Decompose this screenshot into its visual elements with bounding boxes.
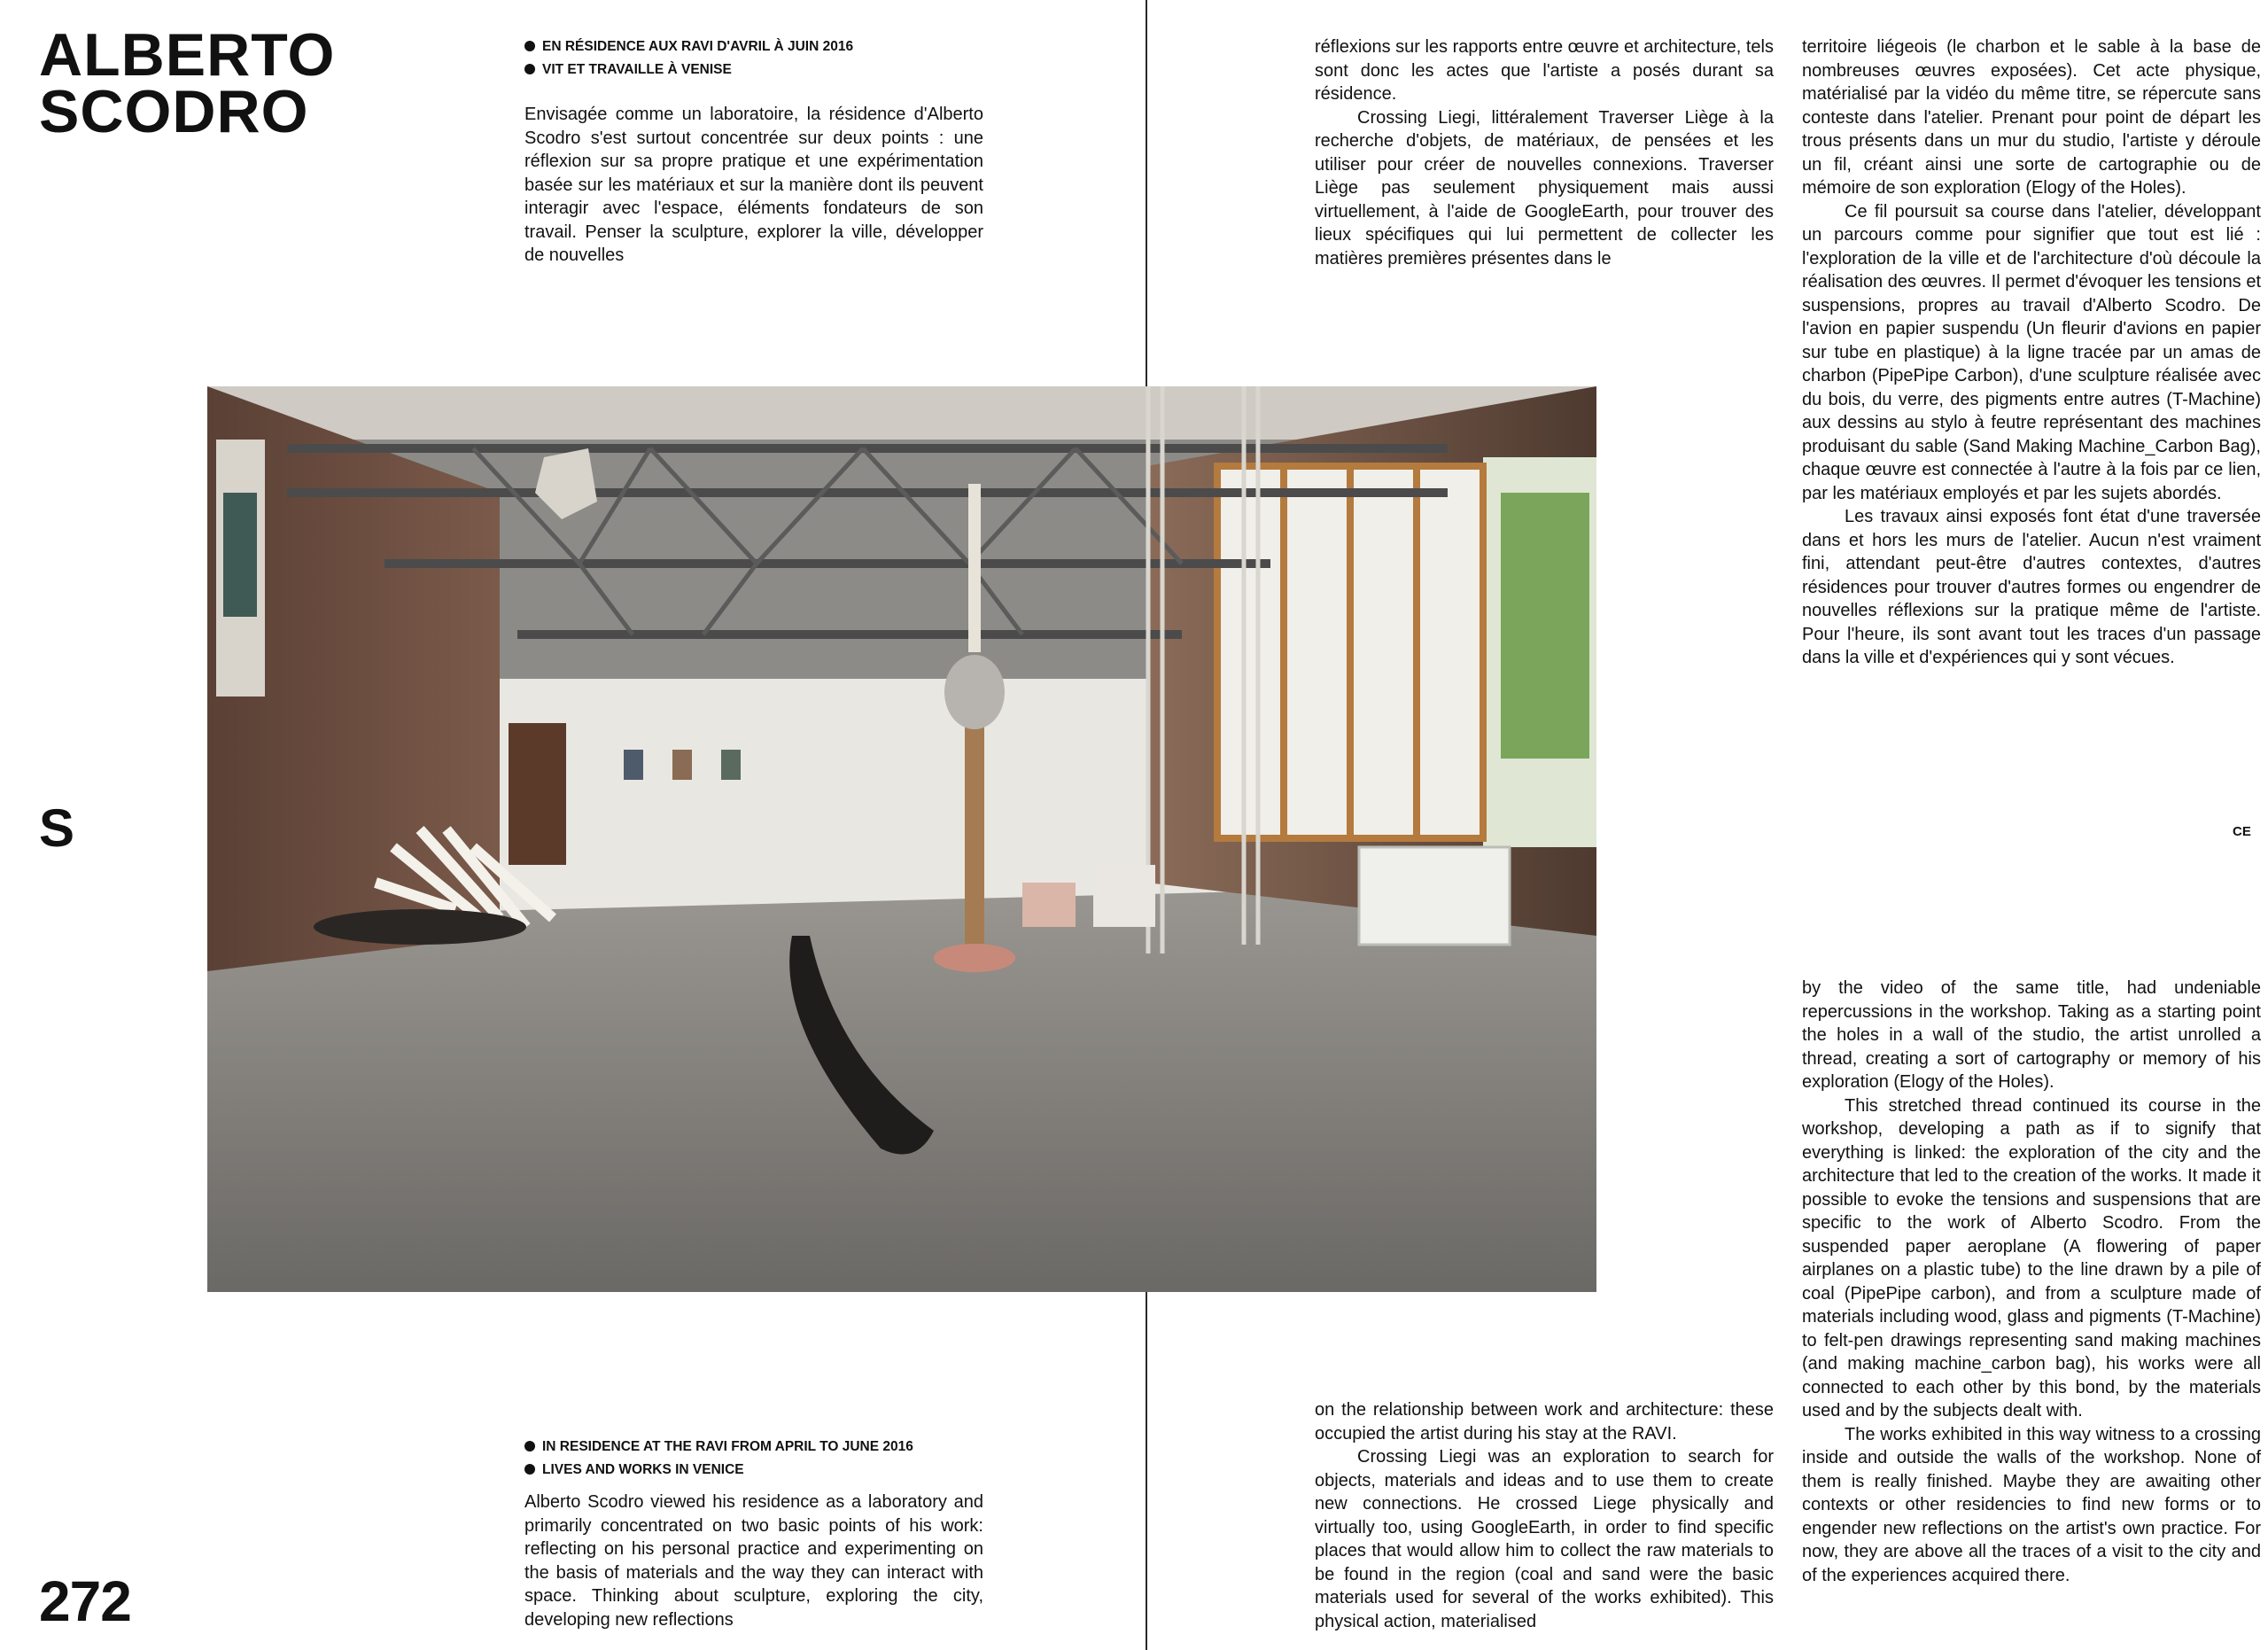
exhibition-photo [207, 386, 1596, 1292]
french-column-3 [1802, 35, 2261, 670]
english-column-1 [524, 1490, 983, 1631]
french-column-1 [524, 103, 983, 268]
artist-name [39, 21, 336, 145]
english-bio-bullets [524, 1436, 913, 1482]
english-bullet-residence: IN RESIDENCE AT THE RAVI FROM APRIL TO JUNE 2016 [524, 1436, 913, 1459]
artist-name-line2: SCODRO [39, 78, 309, 145]
english-col2-paragraph-1: on the relationship between work and architecture: these occupied the artist during his stay at the RAVI. [1315, 1400, 1774, 1444]
french-col2-paragraph-2: Crossing Liegi, littéralement Traverser Liège à la recherche d'objets, de matériaux, de pensées et les utiliser pour créer de nouvelles connexions. Traverser Liège pas seulement physiquement mais aussi virtuellement, à l'aide de GoogleEarth, pour trouver des lieux spécifiques qui lui permettent de collecter les matières premières présentes dans le [1315, 107, 1774, 269]
ce-tag: CE [2233, 824, 2251, 839]
english-col3-paragraph-2: This stretched thread continued its course in the workshop, developing a path as if to signify that everything is linked: the exploration of the city and the architecture that led to the creation of the works. It made it possible to evoke the tensions and suspensions that are specific to the work of Alberto Scodro. From the suspended paper aeroplane (A flowering of paper airplanes on a plastic tube) to the line drawn by a pile of coal (PipePipe carbon), and from a sculpture made of materials including wood, glass and pigments (T-Machine) to felt-pen drawings representing sand making machines (and making machine_carbon bag), his works were all connected to each other by this bond, by the materials used and by the subjects dealt with. [1802, 1095, 2261, 1420]
french-column-2 [1315, 35, 1774, 270]
english-col3-paragraph-1: by the video of the same title, had undeniable repercussions in the workshop. Taking as a starting point the holes in a wall of the studio, the artist unrolled a thread, creating a sort of cartography or memory of his exploration (Elogy of the Holes). [1802, 978, 2261, 1092]
french-col3-paragraph-2: Ce fil poursuit sa course dans l'atelier, développant un parcours comme pour signifier que tout est lié : l'exploration de la ville et de l'architecture d'où découle la réalisation des œuvres. Il permet d'évoquer les tensions et suspensions, propres au travail d'Alberto Scodro. De l'avion en papier suspendu (Un fleurir d'avions en papier sur tube en plastique) à la ligne tracée par un amas de charbon (PipePipe Carbon), d'une sculpture réalisée avec du bois, du verre, des pigments entre autres (T-Machine) aux dessins au stylo à feutre représentant des machines produisant du sable (Sand Making Machine_Carbon Bag), chaque œuvre est connectée à l'autre à la fois par ce lien, par les matériaux employés et par les sujets abordés. [1802, 201, 2261, 503]
english-col3-paragraph-3: The works exhibited in this way witness to a crossing inside and outside the walls of the workshop. None of them is really finished. Maybe they are awaiting other contexts or other residencies to find new forms or to engender new reflections on the artist's own practice. For now, they are above all the traces of a visit to the city and of the experiences acquired there. [1802, 1424, 2261, 1585]
french-bio-bullets [524, 35, 853, 82]
english-column-2 [1315, 1398, 1774, 1633]
french-col3-paragraph-1: territoire liégeois (le charbon et le sable à la base de nombreuses œuvres exposées). Cet acte physique, matérialisé par la vidéo du même titre, se répercute sans conteste dans l'atelier. Prenant pour point de départ les trous présents dans un mur du studio, l'artiste y déroule un fil, créant ainsi une sorte de cartographie ou de mémoire de son exploration (Elogy of the Holes). [1802, 37, 2261, 198]
english-bullet-location: LIVES AND WORKS IN VENICE [524, 1459, 913, 1482]
french-col3-paragraph-3: Les travaux ainsi exposés font état d'une traversée dans et hors les murs de l'atelier. Aucun n'est vraiment fini, attendant peut-être d'autres contextes, d'autres résidences pour trouver d'autres formes ou engendrer de nouvelles réflexions sur la pratique même de l'artiste. Pour l'heure, ils sont avant tout les traces d'un passage dans la ville et d'expériences qui y sont vécues. [1802, 507, 2261, 667]
side-index-letter: S [39, 798, 75, 858]
english-col1-paragraph: Alberto Scodro viewed his residence as a laboratory and primarily concentrated on two basic points of his work: reflecting on his personal practice and experimenting on the basis of materials and the way they can interact with space. Thinking about sculpture, exploring the city, developing new reflections [524, 1492, 983, 1630]
artist-name-line1: ALBERTO [39, 21, 336, 89]
french-bullet-location: VIT ET TRAVAILLE À VENISE [524, 58, 853, 82]
english-col2-paragraph-2: Crossing Liegi was an exploration to search for objects, materials and ideas and to use them to create new connections. He crossed Liege physically and virtually too, using GoogleEarth, in order to find specific places that would allow him to collect the raw materials to be found in the region (coal and sand were the basic materials used for several of the works exhibited). This physical action, materialised [1315, 1447, 1774, 1631]
page-number: 272 [39, 1569, 131, 1633]
french-bullet-residence: EN RÉSIDENCE AUX RAVI D'AVRIL À JUIN 2016 [524, 35, 853, 58]
english-column-3 [1802, 977, 2261, 1587]
french-col2-paragraph-1: réflexions sur les rapports entre œuvre et architecture, tels sont donc les actes que l'artiste a posés durant sa résidence. [1315, 37, 1774, 104]
french-col1-paragraph: Envisagée comme un laboratoire, la résidence d'Alberto Scodro s'est surtout concentrée sur deux points : une réflexion sur sa propre pratique et une expérimentation basée sur les matériaux et sur la manière dont ils peuvent interagir avec l'espace, éléments fondateurs de son travail. Penser la sculpture, explorer la ville, développer de nouvelles [524, 105, 983, 265]
